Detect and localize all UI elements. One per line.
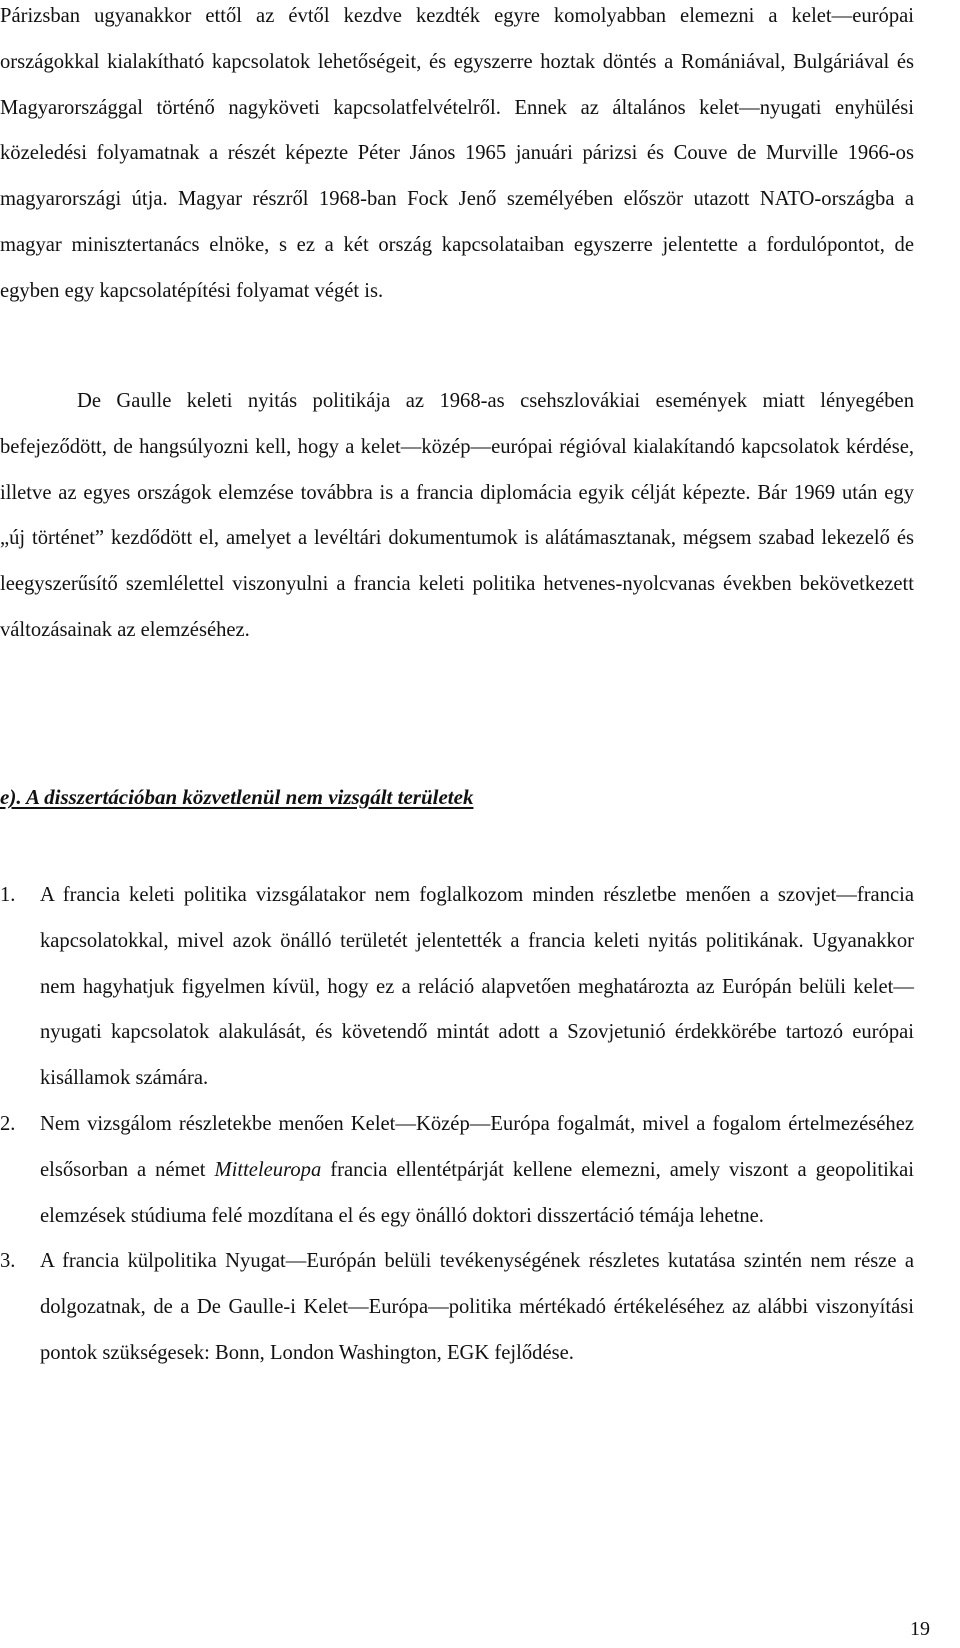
list-text-2-before: Nem vizsgálom részletekbe menően Kelet—Közép—Európa fogalmát, mivel a fogalom értelmezéséhez elsősorban a német	[40, 1112, 914, 1181]
page-number: 19	[910, 1618, 930, 1640]
list-item-2	[0, 1102, 914, 1239]
list-text-3: A francia külpolitika Nyugat—Európán belüli tevékenységének részletes kutatása szintén nem része a dolgozatnak, de a De Gaulle-i Kelet—Európa—politika mértékadó értékeléséhez az alábbi viszonyítási pontok szükségesek: Bonn, London Washington, EGK fejlődése.	[40, 1250, 914, 1364]
list-number-1: 1.	[0, 884, 16, 906]
section-heading: e). A disszertációban közvetlenül nem vizsgált területek	[0, 785, 474, 809]
limitations-list	[0, 873, 914, 1377]
list-item-1	[0, 873, 914, 1102]
list-item-3	[0, 1239, 914, 1376]
list-text-2-italic-term: Mitteleuropa	[214, 1158, 322, 1181]
list-text-2-after: francia ellentétpárját kellene elemezni, amely viszont a geopolitikai elemzések stúdiuma felé mozdítana el és egy önálló doktori disszertáció témája lehetne.	[40, 1158, 914, 1227]
list-number-2: 2.	[0, 1112, 16, 1135]
list-number-3: 3.	[0, 1250, 16, 1273]
body-paragraph-1: Párizsban ugyanakkor ettől az évtől kezdve kezdték egyre komolyabban elemezni a kelet—európai országokkal kialakítható kapcsolatok lehetőségeit, és egyszerre hoztak döntés a Romániával, Bulgáriával és Magyarországgal történő nagyköveti kapcsolatfelvételről. Ennek az általános kelet—nyugati enyhülési közeledési folyamatnak a részét képezte Péter János 1965 januári párizsi és Couve de Murville 1966-os magyarországi útja. Magyar részről 1968-ban Fock Jenő személyében először utazott NATO-országba a magyar minisztertanács elnöke, s ez a két ország kapcsolataiban egyszerre jelentette a fordulópontot, de egyben egy kapcsolatépítési folyamat végét is.	[0, 5, 914, 302]
body-paragraph-2: De Gaulle keleti nyitás politikája az 1968-as csehszlovákiai események miatt lényegében befejeződött, de hangsúlyozni kell, hogy a kelet—közép—európai régióval kialakítandó kapcsolatok kérdése, illetve az egyes országok elemzése továbbra is a francia diplomácia egyik célját képezte. Bár 1969 után egy „új történet” kezdődött el, amelyet a levéltári dokumentumok is alátámasztanak, mégsem szabad lekezelő és leegyszerűsítő szemlélettel viszonyulni a francia keleti politika hetvenes-nyolcvanas években bekövetkezett változásainak az elemzéséhez.	[0, 390, 914, 641]
list-text-1: A francia keleti politika vizsgálatakor nem foglalkozom minden részletbe menően a szovjet—francia kapcsolatokkal, mivel azok önálló területét jelentették a francia keleti nyitás politikának. Ugyanakkor nem hagyhatjuk figyelmen kívül, hogy ez a reláció alapvetően meghatározta az Európán belüli kelet—nyugati kapcsolatok alakulását, és követendő mintát adott a Szovjetunió érdekkörébe tartozó európai kisállamok számára.	[40, 884, 914, 1090]
